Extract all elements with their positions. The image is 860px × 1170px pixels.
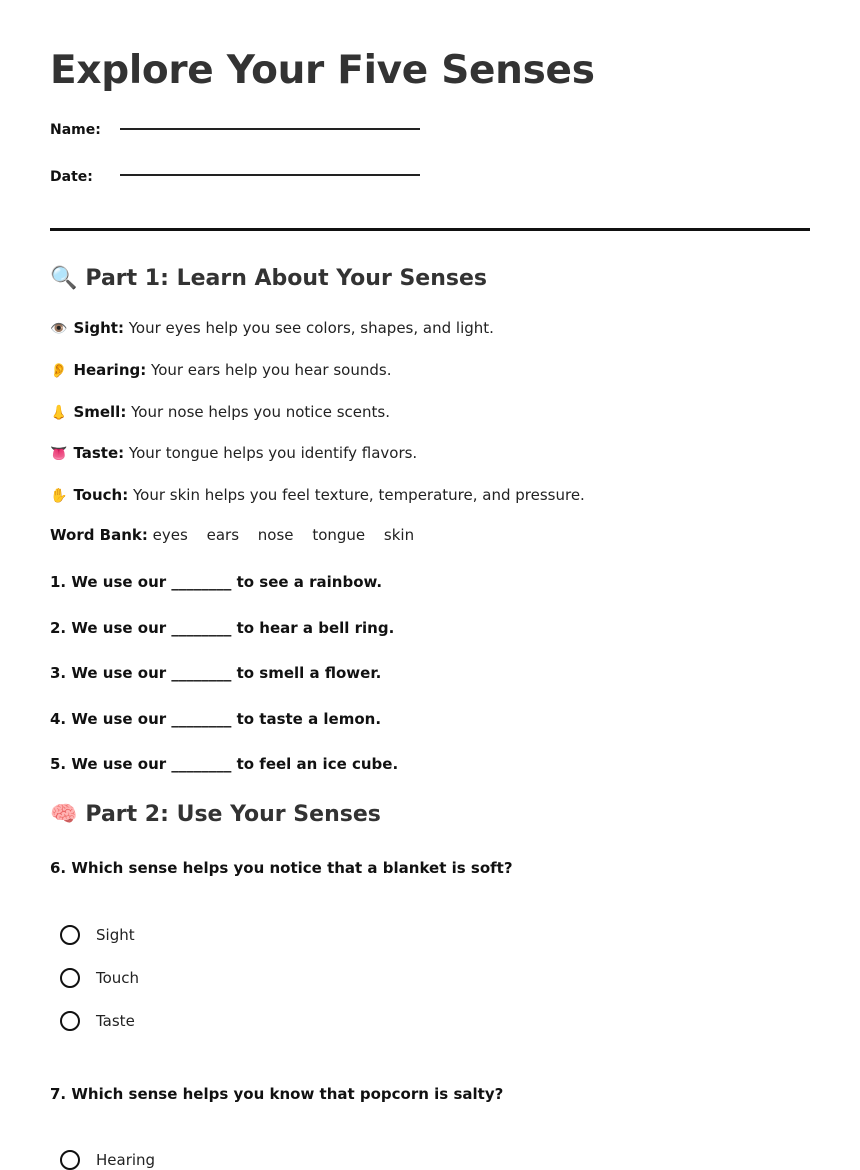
question-7: 7. Which sense helps you know that popcorn is salty? (50, 1085, 504, 1103)
eye-icon: 👁️ (50, 321, 68, 337)
option-label: Touch (96, 969, 140, 987)
word-bank-item: ears (206, 526, 240, 544)
sense-description: Your eyes help you see colors, shapes, and light. (123, 319, 494, 337)
sense-description: Your skin helps you feel texture, temperature, and pressure. (128, 486, 585, 504)
divider (50, 228, 810, 231)
word-bank (50, 526, 428, 544)
name-label: Name: (50, 122, 101, 138)
radio-button[interactable] (60, 1150, 80, 1170)
part1-title: Part 1: Learn About Your Senses (85, 266, 487, 291)
fill-in-question-1: 1. We use our ________ to see a rainbow. (50, 573, 383, 591)
option-sight[interactable] (60, 925, 135, 945)
sense-name: Smell: (73, 403, 127, 421)
sense-name: Sight: (73, 319, 124, 337)
date-label: Date: (50, 169, 93, 185)
name-field[interactable] (120, 128, 420, 130)
radio-button[interactable] (60, 1011, 80, 1031)
option-taste[interactable] (60, 1011, 135, 1031)
ear-icon: 👂 (50, 363, 68, 379)
part2-heading (50, 802, 381, 827)
fill-in-question-2: 2. We use our ________ to hear a bell ring. (50, 619, 395, 637)
option-label: Hearing (96, 1151, 156, 1169)
word-bank-item: nose (257, 526, 294, 544)
question-6: 6. Which sense helps you notice that a blanket is soft? (50, 859, 513, 877)
brain-icon: 🧠 (50, 802, 78, 827)
sense-description: Your ears help you hear sounds. (146, 361, 392, 379)
option-label: Sight (96, 926, 135, 944)
sense-description: Your tongue helps you identify flavors. (124, 444, 418, 462)
magnifying-glass-icon: 🔍 (50, 266, 78, 291)
word-bank-item: eyes (152, 526, 188, 544)
option-touch[interactable] (60, 968, 139, 988)
fill-in-question-4: 4. We use our ________ to taste a lemon. (50, 710, 382, 728)
sense-name: Taste: (73, 444, 125, 462)
word-bank-item: tongue (312, 526, 366, 544)
tongue-icon: 👅 (50, 446, 68, 462)
sense-hearing (50, 361, 391, 379)
hand-icon: ✋ (50, 488, 68, 504)
page-title: Explore Your Five Senses (50, 48, 595, 93)
option-label: Taste (96, 1012, 135, 1030)
fill-in-question-3: 3. We use our ________ to smell a flower. (50, 664, 382, 682)
sense-name: Touch: (73, 486, 129, 504)
date-field[interactable] (120, 174, 420, 176)
sense-taste (50, 444, 417, 462)
sense-smell (50, 403, 390, 421)
sense-touch (50, 486, 585, 504)
sense-name: Hearing: (73, 361, 147, 379)
part1-heading (50, 266, 487, 291)
word-bank-item: skin (383, 526, 415, 544)
fill-in-question-5: 5. We use our ________ to feel an ice cube. (50, 755, 399, 773)
radio-button[interactable] (60, 925, 80, 945)
sense-description: Your nose helps you notice scents. (126, 403, 390, 421)
nose-icon: 👃 (50, 405, 68, 421)
sense-sight (50, 319, 494, 337)
radio-button[interactable] (60, 968, 80, 988)
option-hearing[interactable] (60, 1150, 155, 1170)
part2-title: Part 2: Use Your Senses (85, 802, 381, 827)
word-bank-label: Word Bank: (50, 526, 148, 544)
